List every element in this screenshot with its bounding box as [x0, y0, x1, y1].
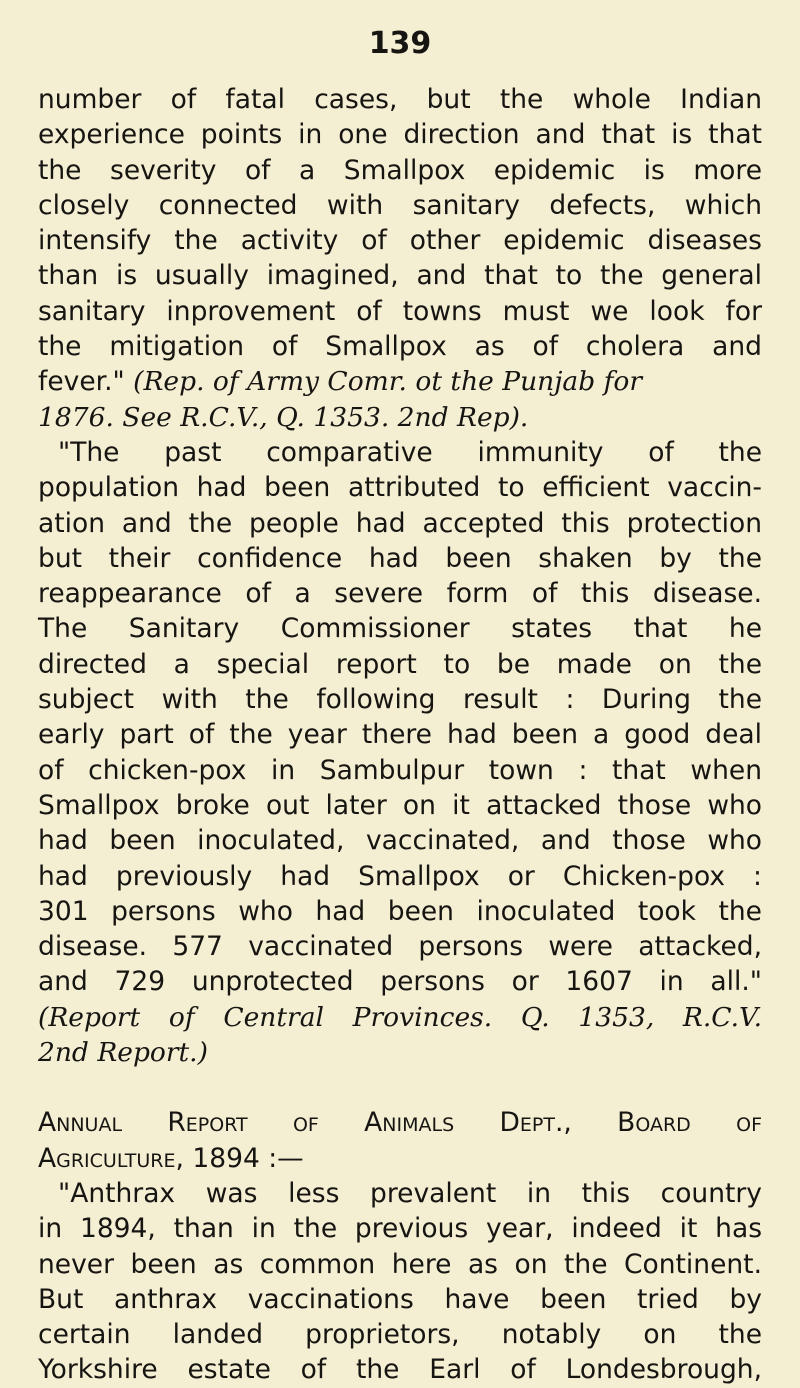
text-line: 301 persons who had been inoculated took the [38, 895, 762, 927]
text-line: in 1894, than in the previous year, indeed it has [38, 1213, 762, 1245]
text-line: number of fatal cases, but the whole Indian [38, 84, 762, 115]
text-line: of chicken-pox in Sambulpur town : that when [38, 754, 762, 786]
section-heading: Agriculture, 1894 :— [38, 1142, 304, 1174]
citation-line: (Report of Central Provinces. Q. 1353, R.C.V. [38, 1001, 762, 1033]
text-line: certain landed proprietors, notably on the [38, 1319, 762, 1351]
text-line: the severity of a Smallpox epidemic is more [38, 154, 762, 186]
text-line: "The past comparative immunity of the [58, 436, 762, 468]
citation: (Rep. of Army Comr. ot the Punjab for [133, 366, 643, 398]
text-line: had been inoculated, vaccinated, and those who [38, 825, 762, 857]
text-line: Yorkshire estate of the Earl of Londesbrough, [38, 1354, 762, 1386]
text-line: population had been attributed to efficient vaccin- [38, 472, 762, 504]
text-line: But anthrax vaccinations have been tried by [38, 1283, 762, 1315]
text-line: subject with the following result : During the [38, 684, 762, 716]
text-line: Smallpox broke out later on it attacked those who [38, 789, 762, 821]
paragraph-gap [38, 1070, 762, 1105]
text-line: "Anthrax was less prevalent in this country [58, 1177, 762, 1209]
text-line: intensify the activity of other epidemic diseases [38, 225, 762, 257]
citation-line: 2nd Report.) [38, 1037, 208, 1069]
text-line: ation and the people had accepted this protection [38, 507, 762, 539]
text-line: experience points in one direction and that is that [38, 119, 762, 151]
page-number: 139 [368, 26, 432, 61]
text-line: directed a special report to be made on the [38, 648, 762, 680]
citation-line: 1876. See R.C.V., Q. 1353. 2nd Rep). [38, 401, 529, 433]
text-line: closely connected with sanitary defects, which [38, 189, 762, 221]
text-line: disease. 577 vaccinated persons were attacked, [38, 931, 762, 963]
text-line: The Sanitary Commissioner states that he [38, 613, 762, 645]
text-line: never been as common here as on the Continent. [38, 1248, 762, 1280]
text-line: sanitary inprovement of towns must we look for [38, 295, 762, 327]
text-line: and 729 unprotected persons or 1607 in all." [38, 966, 762, 998]
body-text [38, 82, 762, 1388]
text-line: than is usually imagined, and that to the general [38, 260, 762, 292]
text-line: had previously had Smallpox or Chicken-pox : [38, 860, 762, 892]
text-line [38, 364, 762, 399]
text-line: the mitigation of Smallpox as of cholera and [38, 331, 762, 363]
text-line: reappearance of a severe form of this disease. [38, 578, 762, 610]
text-line: early part of the year there had been a good deal [38, 719, 762, 751]
text-line: but their confidence had been shaken by the [38, 542, 762, 574]
text-span: fever." [38, 366, 134, 398]
section-heading: Annual Report of Animals Dept., Board of [38, 1107, 762, 1139]
